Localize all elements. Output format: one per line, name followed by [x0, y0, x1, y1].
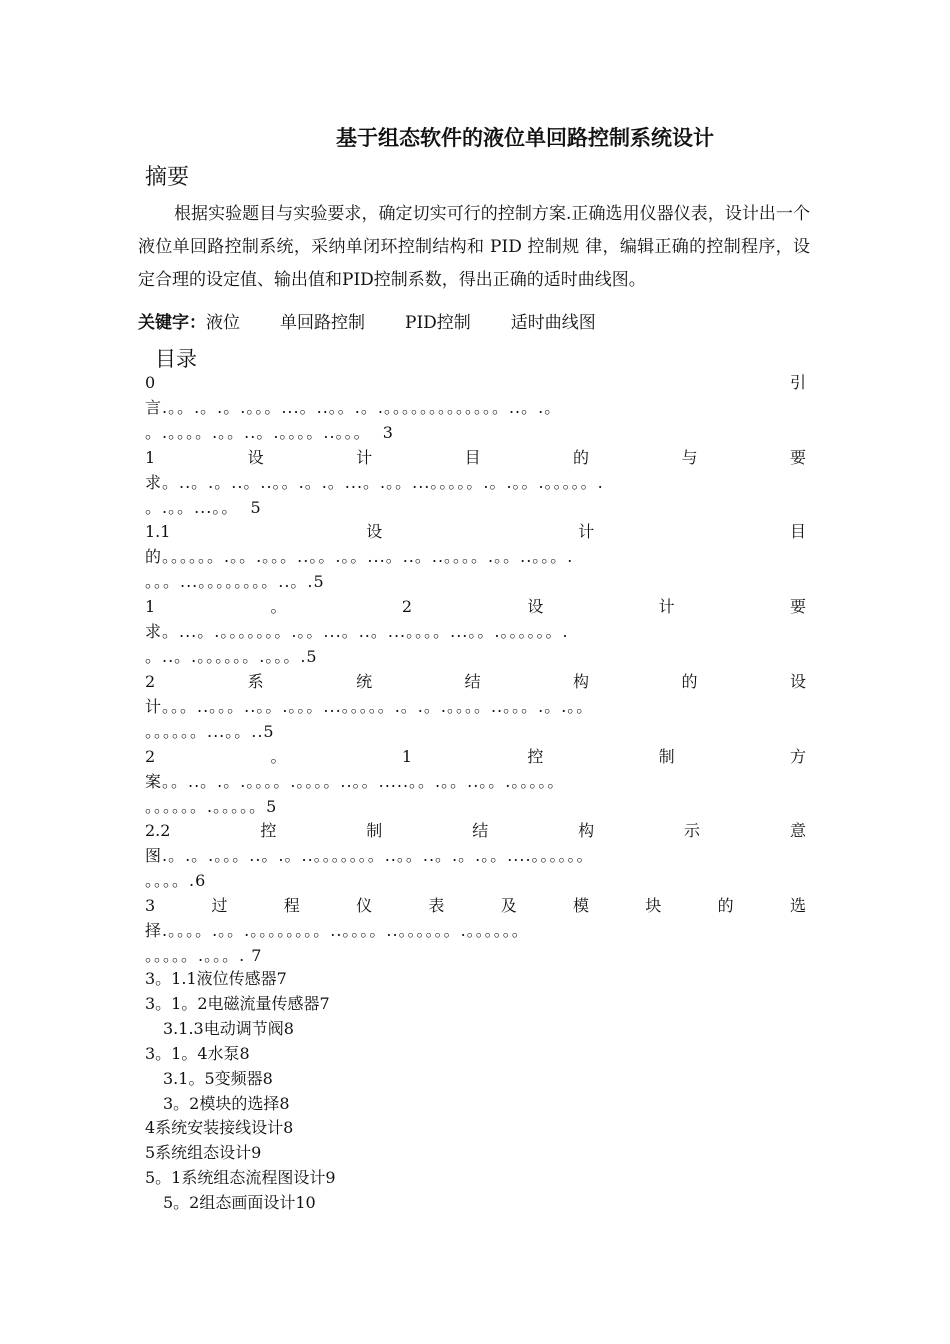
toc-entry-char: 计 [356, 447, 373, 467]
toc-entry-char: 仪 [356, 895, 373, 915]
toc-entry: 3。1.1液位传感器7 [145, 969, 287, 988]
toc-entry-leader: 求。...。.。。。。。。。.。。...。..。...。。。。...。。.。。。。。。. [145, 622, 569, 642]
keyword: 液位 [206, 313, 240, 333]
toc-entry-char: 0 [145, 373, 156, 392]
keywords-line [138, 311, 596, 335]
toc-entry: 3.1。5变频器8 [163, 1068, 273, 1088]
toc-entry-char: 块 [645, 895, 662, 915]
toc-entry-char: 意 [789, 821, 806, 841]
toc-entry-char: 要 [789, 447, 806, 467]
toc-entry-heading [145, 370, 806, 395]
toc-entry-leader-page: 。。。。。.。。。. 7 [145, 945, 263, 965]
toc-entry-leader-page: 。。。...。。。。。。。。..。.5 [145, 572, 325, 592]
abstract-heading: 摘要 [145, 165, 190, 190]
toc-entry-leader-page: 。。。。。。.。。。。。5 [145, 796, 278, 816]
toc-entry-char: 引 [789, 373, 806, 392]
toc-entry-char: 1 [401, 746, 413, 766]
toc-entry-char: 的 [681, 671, 698, 691]
toc-entry-char: 选 [789, 895, 806, 915]
toc-entry-heading [145, 669, 806, 694]
toc-entry: 4系统安装接线设计8 [145, 1118, 294, 1138]
toc-entry-char: 2 [145, 671, 156, 691]
toc-entry-char: 设 [789, 671, 806, 691]
toc-entry: 5系统组态设计9 [145, 1143, 262, 1163]
toc-entry-char: 控 [527, 746, 544, 766]
toc-entry-char: 1 [145, 447, 156, 467]
toc-entry-leader-page: 。.。。...。。 5 [145, 497, 262, 517]
toc-entry-char: 构 [573, 671, 590, 691]
toc-entry-char: 模 [573, 895, 590, 915]
toc-entry-heading [145, 744, 806, 769]
keywords-label: 关键字： [138, 313, 206, 333]
toc-entry-leader: 的。。。。。。.。。.。。。..。。.。。...。..。..。。。。.。。..。。。. [145, 547, 574, 567]
toc-entry-char: 制 [658, 746, 675, 766]
toc-entry-leader-page: 。.。。。。.。。..。.。。。。..。。。 3 [145, 423, 394, 442]
toc-entry-leader-page: 。..。.。。。。。。.。。。.5 [145, 647, 318, 667]
toc-entry-char: 计 [578, 522, 595, 542]
toc-entry-char: 2.2 [145, 821, 171, 841]
toc-entry: 3.1.3电动调节阀8 [163, 1018, 294, 1038]
toc-entry-char: 。 [270, 746, 287, 766]
toc-entry-char: 方 [789, 746, 806, 766]
toc-entry: 5。2组态画面设计10 [163, 1193, 316, 1213]
toc-entry-char: 设 [247, 447, 264, 467]
toc-entry-char: 3 [145, 895, 156, 915]
toc-entry-leader: 求。..。.。..。..。。.。.。...。.。。...。。。。。.。.。。.。。。。。. [145, 472, 604, 492]
toc-entry-char: 2 [401, 597, 413, 617]
toc-entry-heading [145, 893, 806, 918]
toc-entry-char: 1 [145, 597, 156, 617]
toc-entry-char: 2 [145, 746, 156, 766]
toc-entry-char: 的 [717, 895, 734, 915]
toc-entry-char: 要 [789, 597, 806, 617]
toc-entry-char: 表 [428, 895, 445, 915]
toc-entry-heading [145, 594, 806, 619]
toc-entry-char: 过 [211, 895, 228, 915]
toc-entry-leader: 图.。.。.。。。..。.。..。。。。。。。..。。..。.。.。。....。。。。。。 [145, 846, 594, 866]
toc-entry-leader: 计。。。..。。。..。。.。。。...。。。。。.。.。.。。。。..。。。.。.。。 [145, 696, 594, 716]
toc-entry-char: 。 [270, 597, 287, 617]
abstract-paragraph: 根据实验题目与实验要求，确定切实可行的控制方案.正确选用仪器仪表，设计出一个液位单回路控制系统，采纳单闭环控制结构和 PID 控制规 律，编辑正确的控制程序，设定合理的设定值、输出值和PID控制系数，得出正确的适时曲线图。 [138, 204, 810, 290]
keyword: 单回路控制 [280, 313, 365, 333]
keyword: PID控制 [405, 313, 471, 333]
toc-entry-leader: 案。。..。.。.。。。。.。。。。..。。.....。。.。。..。。.。。。。。 [145, 771, 565, 791]
toc-entry-leader: 言.。。.。.。.。。。...。..。。.。.。。。。。。。。。。。。。..。.。 [145, 398, 562, 417]
toc-entry: 3。2模块的选择8 [163, 1093, 290, 1113]
toc-entry-leader-page: 。。。。。。...。。..5 [145, 721, 275, 741]
toc-entry-char: 目 [464, 447, 481, 467]
toc-entry-char: 系 [247, 671, 264, 691]
toc-entry: 5。1系统组态流程图设计9 [145, 1168, 336, 1188]
toc-entry-char: 统 [356, 671, 373, 691]
document-title: 基于组态软件的液位单回路控制系统设计 [336, 126, 714, 150]
toc-entry-char: 与 [681, 447, 698, 467]
toc-entry-leader-page: 。。。。.6 [145, 871, 207, 891]
toc-entry-char: 制 [366, 821, 383, 841]
toc-entry-char: 结 [464, 671, 481, 691]
toc-entry-char: 设 [527, 597, 544, 617]
toc-heading: 目录 [155, 347, 197, 371]
toc-entry-char: 1.1 [145, 522, 171, 542]
toc-entry-char: 设 [366, 522, 383, 542]
toc-entry-char: 程 [283, 895, 300, 915]
toc-entry-char: 结 [472, 821, 489, 841]
toc-entry-heading [145, 445, 806, 470]
toc-entry-heading [145, 818, 806, 843]
toc-entry-char: 构 [578, 821, 595, 841]
toc-entry-char: 目 [789, 522, 806, 542]
toc-entry-char: 的 [573, 447, 590, 467]
toc-entry: 3。1。4水泵8 [145, 1043, 250, 1063]
toc-entry-char: 及 [500, 895, 517, 915]
toc-entry: 3。1。2电磁流量传感器7 [145, 993, 330, 1013]
toc-entry-char: 计 [658, 597, 675, 617]
toc-entry-char: 控 [260, 821, 277, 841]
toc-entry-heading [145, 519, 806, 544]
toc-entry-leader: 择.。。。。.。。.。。。。。。。。..。。。。..。。。。。。.。。。。。。 [145, 920, 529, 940]
keyword: 适时曲线图 [510, 313, 596, 333]
toc-entry-char: 示 [684, 821, 701, 841]
